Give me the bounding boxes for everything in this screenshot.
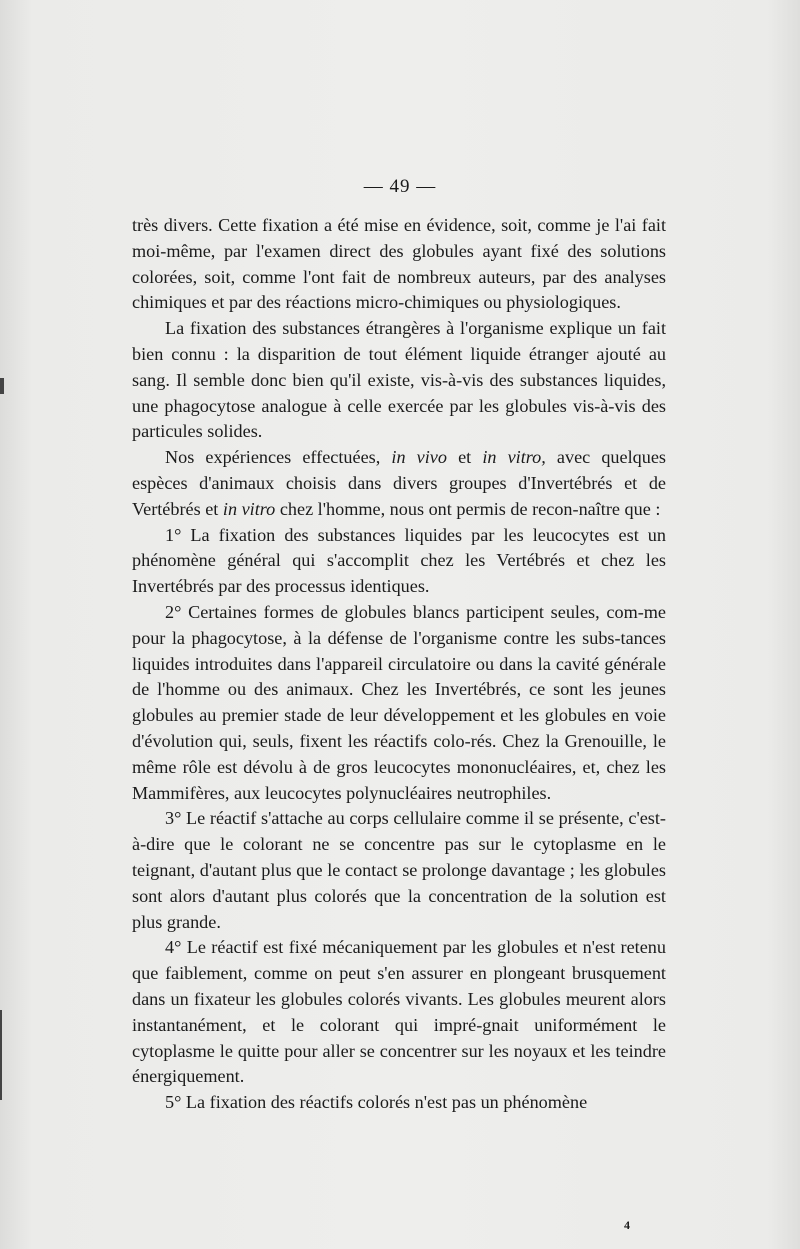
text-run: Nos expériences effectuées, (165, 447, 392, 468)
paragraph-p3 (132, 445, 666, 522)
italic-run: in vitro, (482, 447, 546, 468)
paragraph-p7 (132, 935, 666, 1090)
italic-run: in vitro (222, 498, 276, 519)
paragraph-p6 (132, 806, 666, 935)
paragraph-p8 (132, 1090, 666, 1116)
binding-edge-mark (0, 378, 4, 394)
paragraph-p1 (132, 213, 666, 316)
body-text (132, 213, 666, 1116)
text-run: 1° La fixation des substances liquides par les leucocytes est un phénomène général qui s'accomplit chez les Vertébrés et chez les Invertébrés par des processus identiques. (132, 524, 666, 597)
text-run: avec quelques espèces d'animaux choisis dans divers groupes d'Invertébrés et de Vertébrés et (132, 447, 666, 519)
signature-mark: 4 (624, 1218, 630, 1232)
text-run: La fixation des substances étrangères à l'organisme explique un fait bien connu : la disparition de tout élément liquide étranger ajouté au sang. Il semble donc bien qu'il existe, vis-à-vis des substances liquides, une phagocytose analogue à celle exercée par les globules vis-à-vis des particules solides. (132, 318, 666, 442)
paragraph-p5 (132, 600, 666, 806)
text-run: et (446, 447, 483, 468)
text-run: 4° Le réactif est fixé mécaniquement par les globules et n'est retenu que faiblement, comme on peut s'en assurer en plongeant brusquement dans un fixateur les globules colorés vivants. Les globules meurent alors instantanément, et le colorant qui impré-gnait uniformément le cytoplasme le quitte pour aller se concentrer sur les noyaux et les teindre énergiquement. (132, 937, 666, 1087)
paragraph-p2 (132, 316, 666, 445)
text-run: 5° La fixation des réactifs colorés n'est pas un phénomène (165, 1092, 588, 1113)
page-number: — 49 — (363, 176, 437, 197)
text-run: très divers. Cette fixation a été mise en évidence, soit, comme je l'ai fait moi-même, par l'examen direct des globules ayant fixé des solutions colorées, soit, comme l'ont fait de nombreux auteurs, par des analyses chimiques et par des réactions micro-chimiques ou physiologiques. (132, 215, 666, 313)
binding-edge-line (0, 1010, 2, 1100)
text-run: 3° Le réactif s'attache au corps cellulaire comme il se présente, c'est-à-dire que le colorant ne se concentre pas sur le cytoplasme en le teignant, d'autant plus que le contact se prolonge davantage ; les globules sont alors d'autant plus colorés que la concentration de la solution est plus grande. (132, 808, 666, 932)
paragraph-p4 (132, 523, 666, 600)
italic-run: in vivo (391, 447, 447, 468)
text-run: chez l'homme, nous ont permis de recon-naître que : (275, 498, 661, 519)
text-run: 2° Certaines formes de globules blancs participent seules, com-me pour la phagocytose, à la défense de l'organisme contre les subs-tances liquides introduites dans l'appareil circulatoire ou dans la cavité générale de l'homme ou des animaux. Chez les Invertébrés, ce sont les jeunes globules au premier stade de leur développement et les globules en voie d'évolution qui, seuls, fixent les réactifs colo-rés. Chez la Grenouille, le même rôle est dévolu à de gros leucocytes mononucléaires, et, chez les Mammifères, aux leucocytes polynucléaires neutrophiles. (132, 601, 666, 803)
